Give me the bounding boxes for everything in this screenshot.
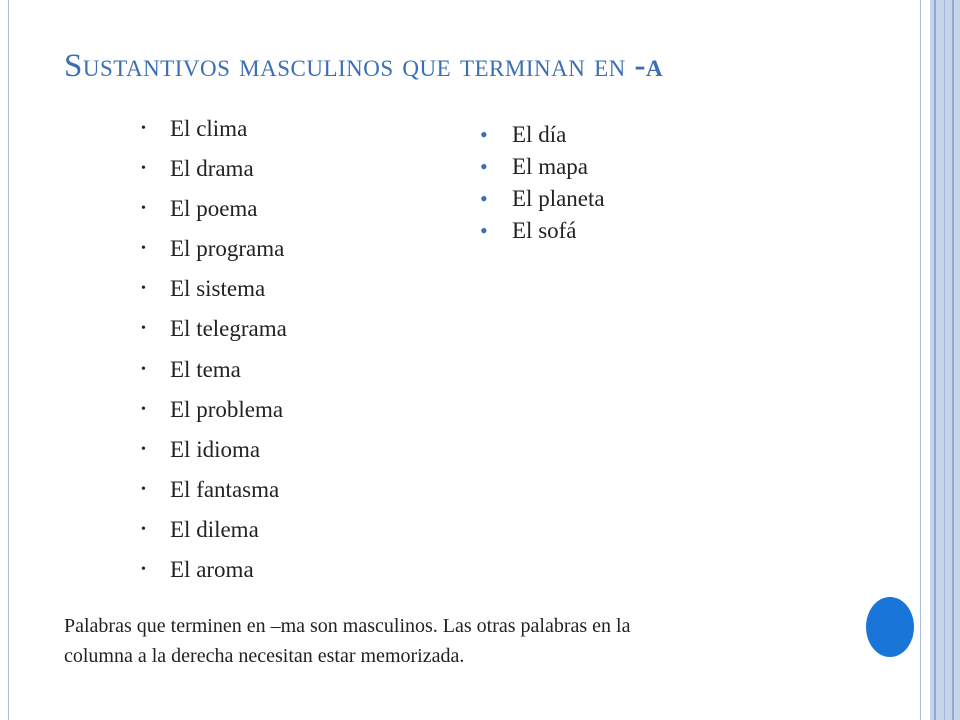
- list-item-text: El poema: [170, 196, 258, 222]
- list-item-text: El sofá: [512, 218, 577, 243]
- bullet-icon: •: [141, 521, 146, 537]
- list-item: [138, 270, 287, 310]
- right-word-list: [480, 119, 605, 247]
- list-item-text: El tema: [170, 356, 241, 382]
- list-item: [138, 551, 287, 591]
- frame-right-line: [920, 0, 921, 720]
- left-word-list: [138, 110, 287, 591]
- list-item-text: El sistema: [170, 276, 266, 302]
- list-item-text: El planeta: [512, 186, 605, 211]
- bullet-icon: •: [141, 321, 146, 337]
- bullet-icon: •: [141, 201, 146, 217]
- side-bar-line: [952, 0, 954, 720]
- bullet-icon: •: [141, 121, 146, 136]
- list-item-text: El fantasma: [170, 476, 280, 502]
- bullet-icon: •: [141, 281, 146, 297]
- bullet-icon: •: [141, 361, 146, 377]
- list-item-text: El problema: [170, 396, 284, 422]
- list-item-text: El aroma: [170, 557, 254, 583]
- list-item: [138, 471, 287, 511]
- bullet-icon: •: [141, 161, 146, 177]
- decorative-circle: [866, 597, 914, 657]
- footnote-line: Palabras que terminen en –ma son masculinos. Las otras palabras en la: [64, 615, 631, 637]
- list-item-text: El día: [512, 122, 567, 147]
- list-item: [138, 310, 287, 350]
- list-item: [138, 230, 287, 270]
- bullet-icon: •: [480, 154, 488, 179]
- list-item: [138, 150, 287, 190]
- footnote-line: columna a la derecha necesitan estar memorizada.: [64, 645, 465, 667]
- list-item-text: El telegrama: [170, 316, 287, 342]
- footnote: [64, 611, 864, 671]
- slide-title: [64, 48, 663, 85]
- list-item: [480, 119, 605, 151]
- list-item: [138, 190, 287, 230]
- slide-title-suffix: -a: [634, 48, 664, 84]
- list-item: [480, 183, 605, 215]
- list-item-text: El clima: [170, 116, 248, 141]
- list-item-text: El dilema: [170, 516, 259, 542]
- list-item-text: El programa: [170, 236, 285, 262]
- frame-left-line: [8, 0, 9, 720]
- list-item: [138, 431, 287, 471]
- slide-title-main: Sustantivos masculinos que terminan en: [64, 48, 626, 84]
- bullet-icon: •: [141, 562, 146, 578]
- bullet-icon: •: [480, 186, 488, 211]
- side-bar-line: [944, 0, 945, 720]
- list-item-text: El idioma: [170, 436, 261, 462]
- list-item: [138, 351, 287, 391]
- bullet-icon: •: [141, 441, 146, 457]
- side-decoration-bar: [930, 0, 960, 720]
- list-item: [138, 110, 287, 150]
- list-item: [480, 151, 605, 183]
- bullet-icon: •: [141, 241, 146, 257]
- bullet-icon: •: [480, 218, 488, 243]
- list-item-text: El drama: [170, 156, 254, 182]
- bullet-icon: •: [480, 122, 488, 147]
- side-bar-line: [934, 0, 936, 720]
- bullet-icon: •: [141, 481, 146, 497]
- bullet-icon: •: [141, 401, 146, 417]
- list-item: [138, 391, 287, 431]
- list-item: [480, 215, 605, 247]
- list-item: [138, 511, 287, 551]
- list-item-text: El mapa: [512, 154, 588, 179]
